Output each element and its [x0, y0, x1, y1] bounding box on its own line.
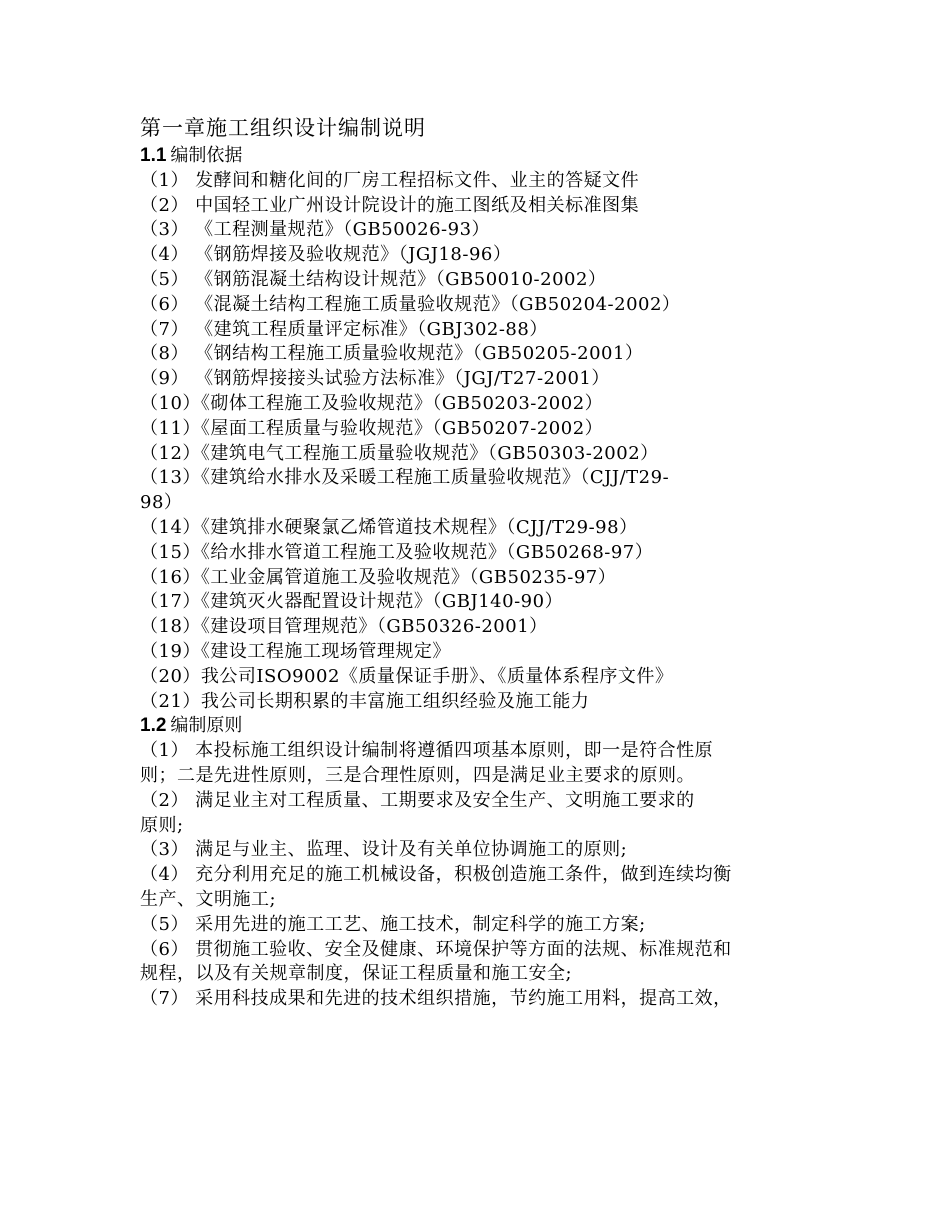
basis-item-1: （1） 发酵间和糖化间的厂房工程招标文件、业主的答疑文件	[140, 169, 640, 191]
section-number: 1.1	[140, 145, 167, 166]
principle-line: （4） 充分利用充足的施工机械设备，积极创造施工条件，做到连续均衡	[140, 864, 732, 886]
basis-item-19: （19）《建设工程施工现场管理规定》	[140, 640, 451, 662]
basis-item-11: （11）《屋面工程质量与验收规范》（GB50207-2002）	[140, 417, 604, 439]
basis-item-15: （15）《给水排水管道工程施工及验收规范》（GB50268-97）	[140, 541, 654, 563]
basis-item-4: （4） 《钢筋焊接及验收规范》（JGJ18-96）	[140, 244, 512, 266]
section-heading-1-1	[140, 144, 800, 169]
basis-item-21: （21）我公司长期积累的丰富施工组织经验及施工能力	[140, 690, 590, 712]
principle-line: 则；二是先进性原则，三是合理性原则，四是满足业主要求的原则。	[140, 764, 695, 786]
basis-item-9: （9） 《钢筋焊接接头试验方法标准》（JGJ/T27-2001）	[140, 368, 610, 390]
principle-line: 生产、文明施工;	[140, 888, 277, 910]
basis-item-14: （14）《建筑排水硬聚氯乙烯管道技术规程》（CJJ/T29-98）	[140, 516, 638, 538]
principle-line: （5） 采用先进的施工工艺、施工技术，制定科学的施工方案;	[140, 913, 646, 935]
principle-line: 规程，以及有关规章制度，保证工程质量和施工安全;	[140, 963, 573, 985]
basis-item-18: （18）《建设项目管理规范》（GB50326-2001）	[140, 616, 548, 638]
basis-item-20: （20）我公司ISO9002《质量保证手册》、《质量体系程序文件》	[140, 665, 674, 687]
principle-line: 原则;	[140, 814, 184, 836]
basis-item-6: （6） 《混凝土结构工程施工质量验收规范》（GB50204-2002）	[140, 293, 681, 315]
principle-line: （3） 满足与业主、监理、设计及有关单位协调施工的原则;	[140, 839, 628, 861]
basis-item-12: （12）《建筑电气工程施工质量验收规范》（GB50303-2002）	[140, 442, 659, 464]
principle-line: （1） 本投标施工组织设计编制将遵循四项基本原则，即一是符合性原	[140, 740, 714, 762]
basis-item-10: （10）《砌体工程施工及验收规范》（GB50203-2002）	[140, 392, 604, 414]
basis-item-7: （7） 《建筑工程质量评定标准》（GBJ302-88）	[140, 318, 548, 340]
basis-item-2: （2） 中国轻工业广州设计院设计的施工图纸及相关标准图集	[140, 194, 640, 216]
principle-line: （7） 采用科技成果和先进的技术组织措施，节约施工用料，提高工效，	[140, 988, 732, 1010]
basis-item-16: （16）《工业金属管道施工及验收规范》（GB50235-97）	[140, 566, 617, 588]
basis-item-8: （8） 《钢结构工程施工质量验收规范》（GB50205-2001）	[140, 343, 644, 365]
basis-item-13: （13）《建筑给水排水及采暖工程施工质量验收规范》（CJJ/T29-	[140, 467, 670, 489]
basis-item-5: （5） 《钢筋混凝土结构设计规范》（GB50010-2002）	[140, 268, 607, 290]
basis-item-3: （3） 《工程测量规范》（GB50026-93）	[140, 219, 491, 241]
document-body	[140, 113, 800, 1012]
basis-item-13-continued: 98）	[140, 492, 183, 514]
basis-item-17: （17）《建筑灭火器配置设计规范》（GBJ140-90）	[140, 591, 564, 613]
section-number: 1.2	[140, 715, 167, 737]
principle-line: （2） 满足业主对工程质量、工期要求及安全生产、文明施工要求的	[140, 789, 695, 811]
chapter-title: 第一章施工组织设计编制说明	[140, 116, 426, 140]
section-heading-1-2	[140, 714, 800, 739]
section-title: 编制依据	[170, 145, 243, 166]
section-title: 编制原则	[170, 715, 243, 737]
principle-line: （6） 贯彻施工验收、安全及健康、环境保护等方面的法规、标准规范和	[140, 938, 732, 960]
